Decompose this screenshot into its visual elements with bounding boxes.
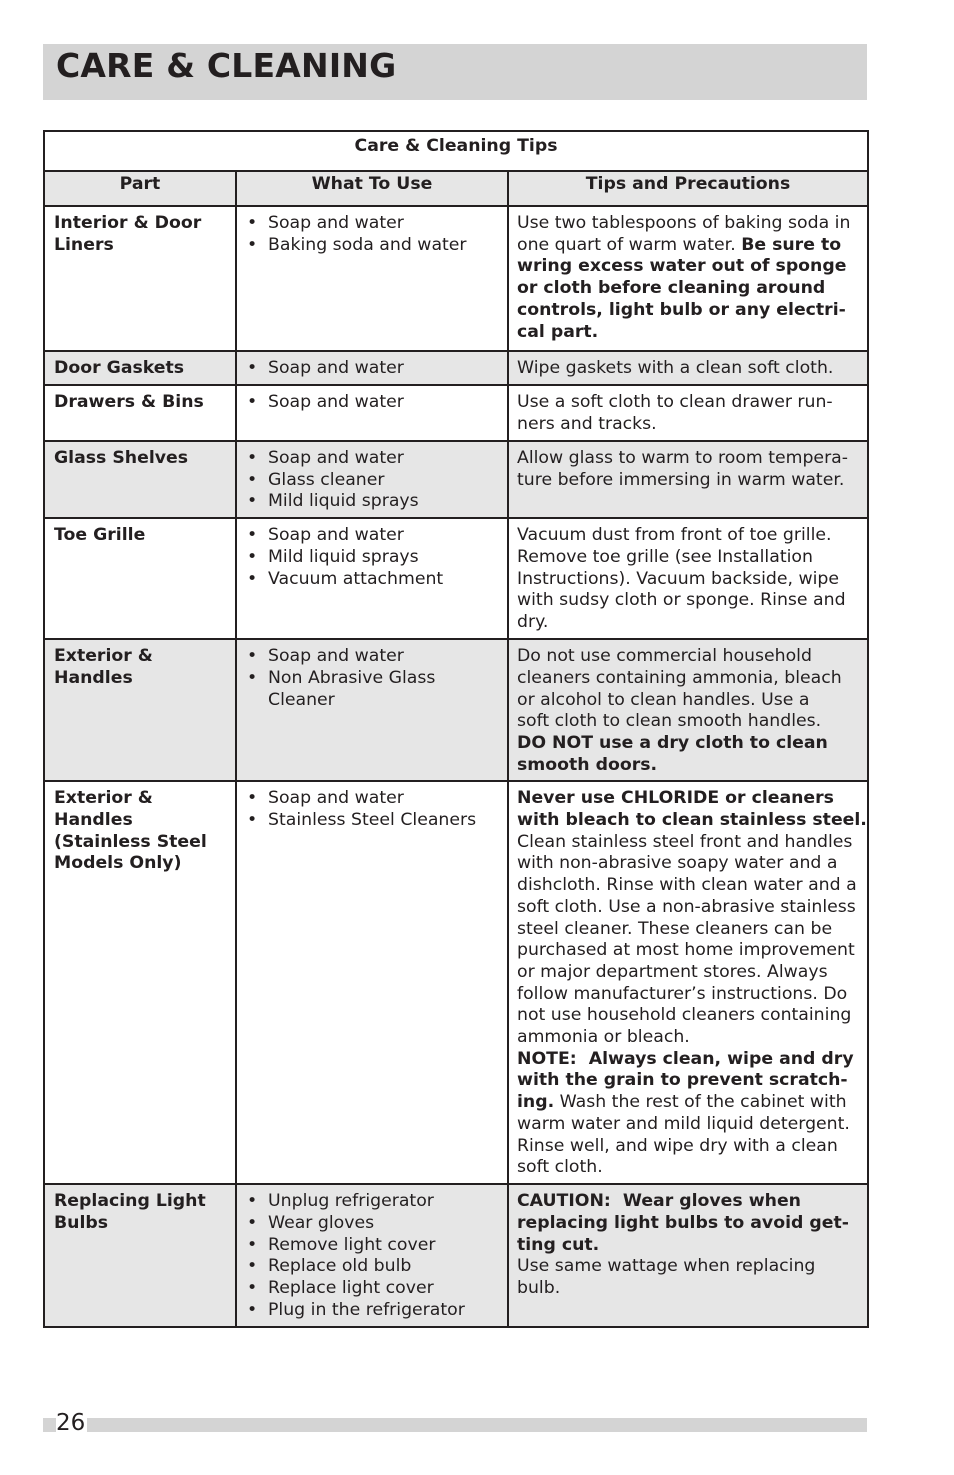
tip-text: or major department stores. Always — [517, 961, 828, 982]
tip-line — [517, 1114, 861, 1136]
tip-text: ammonia or bleach. — [517, 1027, 690, 1048]
part-name-line: Bulbs — [54, 1213, 109, 1234]
bullet-list — [246, 448, 501, 513]
list-item: • Wear gloves — [246, 1213, 501, 1235]
tip-line — [517, 962, 861, 984]
list-item: • Vacuum attachment — [246, 569, 501, 591]
tip-text: Remove toe grille (see Installation — [517, 546, 813, 567]
tip-text-bold: with bleach to clean stainless steel. — [517, 810, 867, 831]
table-row — [44, 518, 868, 639]
part-cell — [44, 385, 236, 441]
tip-line — [517, 940, 861, 962]
tip-text: Allow glass to warm to room tempera- — [517, 448, 848, 468]
tip-line — [517, 1027, 861, 1049]
tip-line — [517, 1005, 861, 1027]
tip-line — [517, 733, 861, 755]
tip-text-bold: Be sure to — [741, 234, 842, 255]
tip-text-bold: ing. — [517, 1092, 555, 1113]
list-item: • Glass cleaner — [246, 470, 501, 492]
tips-cell — [508, 351, 868, 385]
tip-line — [517, 612, 861, 634]
tip-text-bold: ting cut. — [517, 1234, 600, 1255]
tip-text-bold: replacing light bulbs to avoid get- — [517, 1213, 849, 1234]
tip-line — [517, 525, 861, 547]
list-item: • Plug in the refrigerator — [246, 1300, 501, 1322]
tip-text: one quart of warm water. — [517, 234, 742, 255]
tip-line — [517, 832, 861, 854]
tip-line — [517, 919, 861, 941]
tip-text: soft cloth. Use a non-abrasive stainless — [517, 896, 856, 917]
tip-text: Use two tablespoons of baking soda in — [517, 213, 851, 233]
part-cell — [44, 639, 236, 781]
list-item: • Remove light cover — [246, 1235, 501, 1257]
tips-cell — [508, 518, 868, 639]
part-name-line: Liners — [54, 234, 114, 255]
bullet-list — [246, 525, 501, 590]
tip-text: dry. — [517, 611, 549, 632]
bullet-list — [246, 788, 501, 831]
part-name-line: Handles — [54, 810, 133, 831]
tip-text: Use a soft cloth to clean drawer run- — [517, 392, 833, 412]
list-item: • Replace old bulb — [246, 1256, 501, 1278]
bullet-list — [246, 646, 501, 711]
tip-text: follow manufacturer’s instructions. Do — [517, 983, 848, 1004]
bullet-list — [246, 392, 501, 414]
table-row — [44, 385, 868, 441]
part-name-line: Door Gaskets — [54, 358, 185, 378]
tip-line — [517, 1191, 861, 1213]
tip-text: Rinse well, and wipe dry with a clean — [517, 1135, 838, 1156]
list-item: • Soap and water — [246, 358, 501, 380]
tips-cell — [508, 206, 868, 351]
tip-line — [517, 1070, 861, 1092]
tip-text: bulb. — [517, 1278, 561, 1299]
part-cell — [44, 518, 236, 639]
tip-text: Do not use commercial household — [517, 646, 812, 667]
tip-text-bold: CAUTION: Wear gloves when — [517, 1191, 801, 1212]
tip-line — [517, 547, 861, 569]
tip-line — [517, 984, 861, 1006]
part-name-line: Exterior & — [54, 646, 153, 667]
tip-line — [517, 256, 861, 278]
tip-text: with non-abrasive soapy water and a — [517, 853, 838, 874]
tip-line — [517, 1136, 861, 1158]
what-to-use-cell — [236, 206, 508, 351]
part-cell — [44, 351, 236, 385]
tip-text: purchased at most home improvement — [517, 940, 855, 961]
tip-line — [517, 1092, 861, 1114]
tip-line — [517, 278, 861, 300]
tip-line — [517, 569, 861, 591]
tip-line — [517, 711, 861, 733]
tips-cell — [508, 441, 868, 518]
column-header-part: Part — [44, 171, 236, 206]
tip-text: not use household cleaners containing — [517, 1005, 852, 1026]
list-item: • Soap and water — [246, 525, 501, 547]
tip-line — [517, 1049, 861, 1071]
tip-text-bold: wring excess water out of sponge — [517, 256, 847, 277]
part-cell — [44, 206, 236, 351]
table-caption: Care & Cleaning Tips — [44, 131, 868, 171]
list-item: • Mild liquid sprays — [246, 491, 501, 513]
what-to-use-cell — [236, 441, 508, 518]
tip-line — [517, 690, 861, 712]
what-to-use-cell — [236, 385, 508, 441]
part-name-line: Models Only) — [54, 853, 182, 874]
care-cleaning-tips-table — [43, 130, 869, 1328]
tip-text: with sudsy cloth or sponge. Rinse and — [517, 590, 846, 611]
tip-text-bold: with the grain to prevent scratch- — [517, 1070, 848, 1091]
table-row — [44, 639, 868, 781]
what-to-use-cell — [236, 1184, 508, 1326]
tip-text: Wipe gaskets with a clean soft cloth. — [517, 358, 834, 378]
part-name-line: (Stainless Steel — [54, 831, 207, 852]
part-cell — [44, 441, 236, 518]
tip-line — [517, 590, 861, 612]
tip-text: cleaners containing ammonia, bleach — [517, 667, 842, 688]
tip-line — [517, 1235, 861, 1257]
table-row — [44, 781, 868, 1184]
tip-line — [517, 788, 861, 810]
tip-text: warm water and mild liquid detergent. — [517, 1113, 850, 1134]
tip-text: Instructions). Vacuum backside, wipe — [517, 568, 840, 589]
list-item: • Soap and water — [246, 392, 501, 414]
tip-text: Wash the rest of the cabinet with — [554, 1092, 847, 1113]
list-item: • Soap and water — [246, 213, 501, 235]
part-name-line: Drawers & Bins — [54, 392, 204, 412]
what-to-use-cell — [236, 639, 508, 781]
bullet-list — [246, 1191, 501, 1321]
tip-line — [517, 1278, 861, 1300]
tip-text: ners and tracks. — [517, 413, 657, 434]
page-number: 26 — [56, 1410, 86, 1436]
what-to-use-cell — [236, 781, 508, 1184]
tip-text: ture before immersing in warm water. — [517, 469, 845, 490]
tip-line — [517, 853, 861, 875]
bullet-list — [246, 358, 501, 380]
tip-line — [517, 875, 861, 897]
table-row — [44, 206, 868, 351]
tip-text: soft cloth to clean smooth handles. — [517, 711, 822, 732]
tips-cell — [508, 639, 868, 781]
list-item: • Replace light cover — [246, 1278, 501, 1300]
table-row — [44, 351, 868, 385]
what-to-use-cell — [236, 351, 508, 385]
tip-line — [517, 392, 861, 414]
list-item: • Baking soda and water — [246, 235, 501, 257]
bullet-list — [246, 213, 501, 256]
tip-line — [517, 1256, 861, 1278]
tips-cell — [508, 385, 868, 441]
list-item: • Soap and water — [246, 788, 501, 810]
tips-cell — [508, 781, 868, 1184]
part-name-line: Glass Shelves — [54, 448, 189, 468]
tip-line — [517, 646, 861, 668]
tip-line — [517, 1157, 861, 1179]
tip-text: steel cleaner. These cleaners can be — [517, 918, 833, 939]
tip-line — [517, 300, 861, 322]
tip-text: Vacuum dust from front of toe grille. — [517, 525, 832, 546]
tip-line — [517, 755, 861, 777]
tip-text: or alcohol to clean handles. Use a — [517, 689, 810, 710]
tip-text: Use same wattage when replacing — [517, 1256, 816, 1277]
tip-line — [517, 810, 867, 832]
column-header-tips: Tips and Precautions — [508, 171, 868, 206]
what-to-use-cell — [236, 518, 508, 639]
list-item: • Soap and water — [246, 646, 501, 668]
part-name-line: Interior & Door — [54, 213, 202, 233]
table-row — [44, 1184, 868, 1326]
table-row — [44, 441, 868, 518]
list-item: • Soap and water — [246, 448, 501, 470]
tip-text-bold: or cloth before cleaning around — [517, 278, 826, 299]
tip-line — [517, 448, 861, 470]
tip-text-bold: DO NOT use a dry cloth to clean — [517, 732, 828, 753]
tip-line — [517, 322, 861, 344]
tip-text: dishcloth. Rinse with clean water and a — [517, 875, 857, 896]
part-name-line: Handles — [54, 667, 133, 688]
tip-line — [517, 470, 861, 492]
part-name-line: Replacing Light — [54, 1191, 206, 1212]
part-cell — [44, 1184, 236, 1326]
tip-text: Clean stainless steel front and handles — [517, 831, 853, 852]
header-bar — [43, 44, 867, 100]
tip-text-bold: Never use CHLORIDE or cleaners — [517, 788, 834, 809]
tip-text-bold: cal part. — [517, 321, 599, 342]
tip-line — [517, 668, 861, 690]
column-header-what-to-use: What To Use — [236, 171, 508, 206]
tip-text-bold: controls, light bulb or any electri- — [517, 299, 846, 320]
tip-text-bold: smooth doors. — [517, 754, 658, 775]
part-cell — [44, 781, 236, 1184]
tip-line — [517, 1213, 861, 1235]
footer-bar — [43, 1418, 867, 1432]
tip-line — [517, 414, 861, 436]
part-name-line: Toe Grille — [54, 525, 146, 546]
tip-line — [517, 235, 861, 257]
list-item: • Stainless Steel Cleaners — [246, 810, 501, 832]
list-item: • Mild liquid sprays — [246, 547, 501, 569]
page-title: CARE & CLEANING — [56, 46, 397, 85]
list-item: • Non Abrasive Glass Cleaner — [246, 668, 501, 711]
tip-text: soft cloth. — [517, 1157, 603, 1178]
list-item: • Unplug refrigerator — [246, 1191, 501, 1213]
tip-text-bold: NOTE: Always clean, wipe and dry — [517, 1048, 854, 1069]
tip-line — [517, 358, 861, 380]
part-name-line: Exterior & — [54, 788, 153, 809]
tip-line — [517, 213, 861, 235]
tip-line — [517, 897, 861, 919]
tips-cell — [508, 1184, 868, 1326]
